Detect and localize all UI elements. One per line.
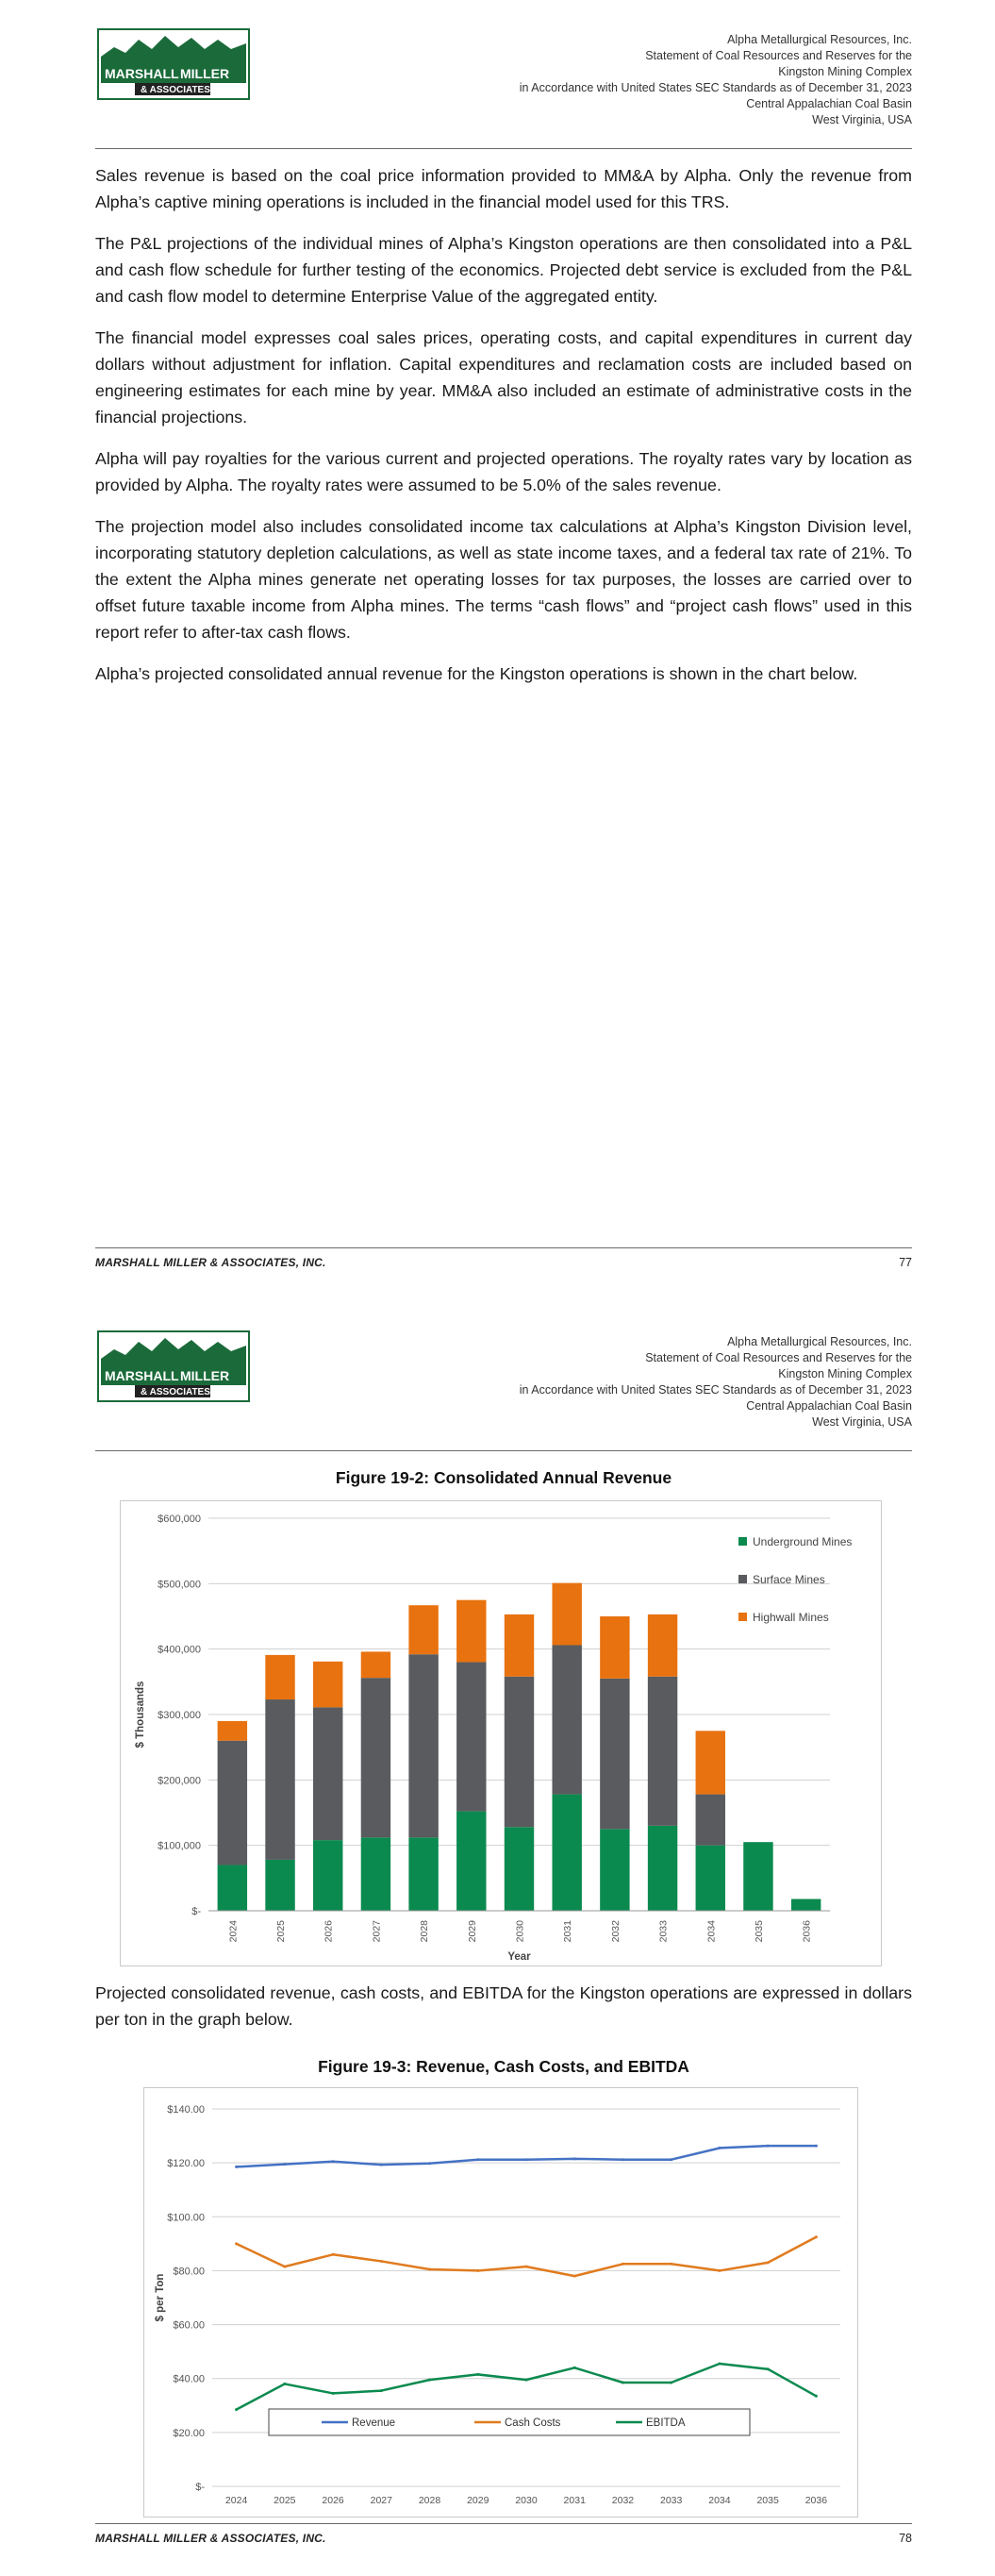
paragraph: The financial model expresses coal sales prices, operating costs, and capital expenditures in current day dollars without adjustment for inflation. Capital expenditures and reclamation costs are included based on engineering estimates for each mine by year. MM&A also included an estimate of administrative costs in the financial projections. [95,328,912,427]
y-tick-label: $500,000 [158,1579,201,1591]
paragraph: The projection model also includes consolidated income tax calculations at Alpha’s Kingston Division level, incorporating statutory depletion calculations, as well as state income taxes, and a federal tax rate of 21%. To the extent the Alpha mines generate net operating losses for tax purposes, the losses are carried over to offset future taxable income from Alpha mines. The terms “cash flows” and “project cash flows” used in this report refer to after-tax cash flows. [95,517,912,642]
header-line: Kingston Mining Complex [778,1367,912,1380]
figure-19-3-title: Figure 19-3: Revenue, Cash Costs, and EBITDA [318,2057,689,2076]
y-tick-label: $60.00 [173,2319,205,2332]
legend-label-highwall-mines: Highwall Mines [753,1611,829,1624]
bar-underground-mines [791,1899,821,1911]
paragraph: The P&L projections of the individual mines of Alpha’s Kingston operations are then consolidated into a P&L and cash flow schedule for further testing of the economics. Projected debt service is excluded from the P&L and cash flow model to determine Enterprise Value of the aggregated entity. [95,234,912,306]
bar-surface-mines [408,1654,438,1837]
bar-surface-mines [361,1678,390,1837]
x-tick-label: 2024 [227,1920,240,1943]
point-cash-costs [525,2266,528,2268]
point-revenue [332,2160,335,2163]
point-revenue [767,2145,770,2148]
bar-surface-mines [600,1679,629,1829]
bar-surface-mines [696,1795,725,1846]
point-cash-costs [332,2253,335,2256]
bar-surface-mines [552,1646,581,1795]
x-tick-label: 2036 [801,1920,813,1943]
point-revenue [235,2166,238,2168]
point-revenue [525,2158,528,2161]
point-ebitda [573,2367,576,2369]
legend-swatch-underground-mines [738,1537,747,1546]
point-cash-costs [380,2260,383,2263]
x-tick-label: 2034 [708,2495,731,2506]
point-revenue [622,2158,624,2161]
bar-underground-mines [743,1842,772,1911]
series-line-cash-costs [237,2237,817,2276]
legend-label-underground-mines: Underground Mines [753,1535,853,1548]
y-tick-label: $40.00 [173,2373,205,2385]
point-revenue [380,2164,383,2166]
page-number: 77 [899,1256,912,1269]
point-revenue [573,2157,576,2160]
point-cash-costs [718,2269,721,2272]
legend-swatch-highwall-mines [738,1613,747,1621]
bar-underground-mines [696,1846,725,1911]
legend-label-ebitda: EBITDA [646,2417,686,2429]
x-tick-label: 2025 [274,2495,296,2506]
document-header [520,1334,912,1430]
y-tick-label: $- [195,2482,205,2493]
point-cash-costs [476,2269,479,2272]
bar-highwall-mines [265,1655,294,1699]
series-line-ebitda [237,2364,817,2410]
header-line: Alpha Metallurgical Resources, Inc. [727,33,912,46]
x-tick-label: 2035 [753,1920,765,1943]
x-tick-label: 2035 [756,2495,779,2506]
bar-surface-mines [505,1677,534,1827]
point-revenue [670,2158,672,2161]
bar-underground-mines [456,1812,486,1911]
x-tick-label: 2027 [371,1920,383,1943]
logo-text-miller: MILLER [180,1368,230,1383]
point-cash-costs [767,2261,770,2264]
point-ebitda [525,2379,528,2382]
bar-underground-mines [408,1837,438,1911]
x-tick-label: 2024 [224,2495,248,2506]
bar-highwall-mines [552,1583,581,1646]
x-tick-label: 2031 [562,1920,574,1943]
paragraph: Alpha will pay royalties for the various current and projected operations. The royalty rates vary by location as provided by Alpha. The royalty rates were assumed to be 5.0% of the sales revenue. [95,449,912,494]
bar-highwall-mines [218,1721,247,1741]
x-tick-label: 2028 [418,2495,441,2506]
bar-highwall-mines [648,1614,677,1677]
x-tick-label: 2028 [419,1920,431,1943]
point-ebitda [718,2363,721,2366]
company-logo [97,1330,250,1402]
y-axis-title: $ per Ton [155,2273,166,2322]
point-revenue [476,2158,479,2161]
body-text [95,162,912,702]
bar-surface-mines [648,1677,677,1826]
point-ebitda [622,2382,624,2384]
x-tick-label: 2026 [323,1920,335,1943]
logo-text-miller: MILLER [180,66,230,81]
header-line: West Virginia, USA [812,1415,912,1429]
x-tick-label: 2033 [660,2495,683,2506]
y-tick-label: $600,000 [158,1514,201,1525]
point-revenue [815,2145,818,2148]
legend-label-surface-mines: Surface Mines [753,1573,825,1586]
y-tick-label: $140.00 [167,2104,205,2116]
point-cash-costs [573,2275,576,2278]
bar-surface-mines [456,1663,486,1812]
bar-highwall-mines [313,1662,342,1708]
point-cash-costs [283,2266,286,2268]
y-tick-label: $120.00 [167,2158,205,2170]
paragraph: Alpha’s projected consolidated annual revenue for the Kingston operations is shown in the chart below. [95,664,858,683]
bar-underground-mines [313,1840,342,1911]
y-tick-label: $200,000 [158,1775,201,1787]
bar-highwall-mines [408,1605,438,1654]
page-number: 78 [899,2532,912,2545]
x-tick-label: 2034 [705,1920,718,1943]
paragraph: Sales revenue is based on the coal price information provided to MM&A by Alpha. Only the revenue from Alpha’s captive mining operations is included in the financial model used for this TRS. [95,166,912,211]
figure-19-2-title: Figure 19-2: Consolidated Annual Revenue [335,1468,672,1487]
point-revenue [428,2162,431,2165]
bar-highwall-mines [505,1614,534,1677]
x-tick-label: 2030 [515,2495,538,2506]
bar-surface-mines [218,1741,247,1865]
legend-label-revenue: Revenue [352,2417,396,2429]
x-tick-label: 2032 [611,2495,635,2506]
header-line: in Accordance with United States SEC Standards as of December 31, 2023 [519,1383,912,1397]
x-tick-label: 2026 [322,2495,344,2506]
y-tick-label: $80.00 [173,2266,205,2278]
revenue-bar-chart [120,1500,882,1966]
footer-company: MARSHALL MILLER & ASSOCIATES, INC. [95,2532,326,2545]
header-line: West Virginia, USA [812,113,912,126]
point-ebitda [815,2395,818,2398]
header-line: Central Appalachian Coal Basin [746,1399,912,1413]
bar-underground-mines [265,1860,294,1911]
bar-underground-mines [648,1826,677,1911]
bar-underground-mines [552,1795,581,1911]
footer-company: MARSHALL MILLER & ASSOCIATES, INC. [95,1256,326,1269]
logo-text-marshall: MARSHALL [105,1368,179,1383]
logo-text-marshall: MARSHALL [105,66,179,81]
header-line: Statement of Coal Resources and Reserves for the [645,49,912,62]
point-cash-costs [235,2242,238,2245]
y-axis-title: $ Thousands [135,1681,146,1748]
bar-highwall-mines [456,1600,486,1663]
x-tick-label: 2032 [609,1920,622,1943]
footer-divider [95,2523,912,2524]
point-cash-costs [670,2263,672,2266]
legend-swatch-surface-mines [738,1575,747,1583]
bar-highwall-mines [600,1616,629,1679]
y-tick-label: $300,000 [158,1710,201,1721]
point-ebitda [235,2408,238,2411]
per-ton-line-chart [143,2087,858,2517]
point-ebitda [332,2392,335,2395]
point-revenue [718,2147,721,2149]
logo-text-associates: & ASSOCIATES [141,1387,210,1397]
y-tick-label: $400,000 [158,1644,201,1656]
x-axis-title: Year [507,1951,531,1963]
header-line: Statement of Coal Resources and Reserves for the [645,1351,912,1364]
header-divider [95,1450,912,1451]
header-line: Kingston Mining Complex [778,65,912,78]
paragraph: Projected consolidated revenue, cash costs, and EBITDA for the Kingston operations are expressed in dollars per ton in the graph below. [95,1983,912,2029]
point-revenue [283,2163,286,2166]
company-logo [97,28,250,100]
x-tick-label: 2036 [804,2495,828,2506]
header-divider [95,148,912,149]
y-tick-label: $100.00 [167,2212,205,2224]
x-tick-label: 2031 [563,2495,586,2506]
bar-highwall-mines [361,1651,390,1678]
point-ebitda [283,2383,286,2385]
legend-label-cash-costs: Cash Costs [505,2417,561,2429]
y-tick-label: $20.00 [173,2427,205,2439]
x-tick-label: 2027 [370,2495,392,2506]
header-line: Alpha Metallurgical Resources, Inc. [727,1335,912,1348]
point-ebitda [428,2379,431,2382]
page-78 [0,1302,995,2576]
header-line: Central Appalachian Coal Basin [746,97,912,110]
x-tick-label: 2030 [514,1920,526,1943]
bar-underground-mines [361,1837,390,1911]
bar-chart-svg [121,1501,881,1965]
bar-underground-mines [600,1829,629,1911]
point-cash-costs [815,2235,818,2238]
y-tick-label: $100,000 [158,1840,201,1852]
line-chart-svg [144,2088,857,2517]
bar-highwall-mines [696,1731,725,1794]
footer-divider [95,1247,912,1248]
bar-surface-mines [265,1699,294,1860]
point-cash-costs [622,2263,624,2266]
point-ebitda [767,2367,770,2370]
point-cash-costs [428,2268,431,2271]
x-tick-label: 2025 [275,1920,288,1943]
point-ebitda [670,2382,672,2384]
x-tick-label: 2029 [467,2495,489,2506]
bar-surface-mines [313,1707,342,1840]
series-line-revenue [237,2146,817,2166]
y-tick-label: $- [191,1906,201,1917]
x-tick-label: 2033 [657,1920,670,1943]
document-header [520,32,912,128]
bar-underground-mines [505,1827,534,1911]
header-line: in Accordance with United States SEC Standards as of December 31, 2023 [519,81,912,94]
bar-underground-mines [218,1865,247,1911]
logo-text-associates: & ASSOCIATES [141,85,210,95]
point-ebitda [380,2389,383,2392]
point-ebitda [476,2373,479,2376]
x-tick-label: 2029 [466,1920,478,1943]
